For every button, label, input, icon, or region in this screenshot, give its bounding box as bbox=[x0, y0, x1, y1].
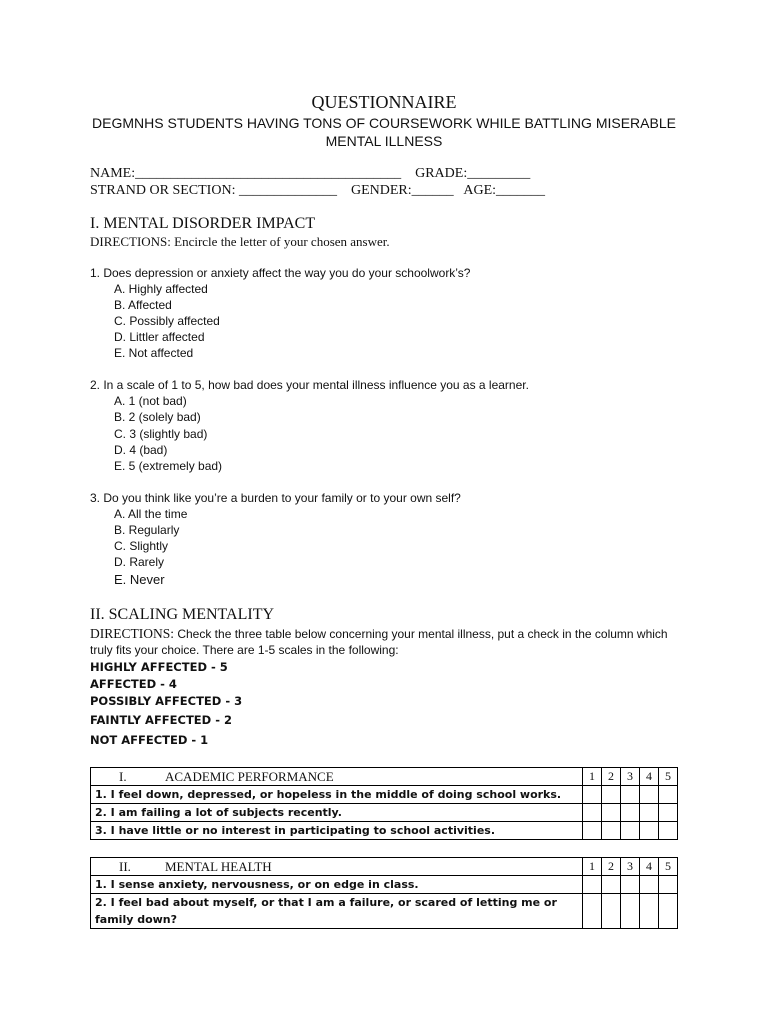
scale-highly-affected: HIGHLY AFFECTED - 5 bbox=[90, 660, 228, 674]
row-statement: 1. I sense anxiety, nervousness, or on edge in class. bbox=[91, 876, 583, 894]
check-cell[interactable] bbox=[621, 894, 640, 929]
check-cell[interactable] bbox=[583, 786, 602, 804]
scale-faintly-affected: FAINTLY AFFECTED - 2 bbox=[90, 713, 232, 727]
check-cell[interactable] bbox=[640, 822, 659, 840]
question-3: 3. Do you think like you’re a burden to your family or to your own self? bbox=[90, 491, 461, 505]
subtitle-line-2: MENTAL ILLNESS bbox=[325, 133, 443, 149]
question-1: 1. Does depression or anxiety affect the way you do your schoolwork’s? bbox=[90, 266, 471, 280]
q1-option-e: E. Not affected bbox=[114, 346, 194, 360]
q1-option-d: D. Littler affected bbox=[114, 330, 205, 344]
check-cell[interactable] bbox=[621, 822, 640, 840]
q2-option-a: A. 1 (not bad) bbox=[114, 394, 187, 408]
table-roman: II. bbox=[119, 858, 131, 874]
question-2: 2. In a scale of 1 to 5, how bad does your mental illness influence you as a learner. bbox=[90, 378, 529, 392]
q1-option-c: C. Possibly affected bbox=[114, 314, 220, 328]
directions-label: DIRECTIONS: bbox=[90, 626, 174, 641]
check-cell[interactable] bbox=[621, 804, 640, 822]
document-subtitle bbox=[80, 114, 688, 150]
check-cell[interactable] bbox=[602, 876, 621, 894]
scale-possibly-affected: POSSIBLY AFFECTED - 3 bbox=[90, 694, 243, 708]
row-statement: 2. I feel bad about myself, or that I am a failure, or scared of letting me or family down? bbox=[91, 894, 583, 929]
check-cell[interactable] bbox=[621, 876, 640, 894]
table-row bbox=[91, 894, 678, 929]
row-statement: 3. I have little or no interest in participating to school activities. bbox=[91, 822, 583, 840]
q2-option-e: E. 5 (extremely bad) bbox=[114, 459, 223, 473]
check-cell[interactable] bbox=[640, 876, 659, 894]
column-header-1: 1 bbox=[583, 768, 602, 786]
section-2-directions bbox=[90, 626, 680, 658]
subtitle-line-1: DEGMNHS STUDENTS HAVING TONS OF COURSEWORK WHILE BATTLING MISERABLE bbox=[92, 115, 676, 131]
check-cell[interactable] bbox=[583, 822, 602, 840]
q1-option-b: B. Affected bbox=[114, 298, 172, 312]
q3-option-a: A. All the time bbox=[114, 507, 188, 521]
check-cell[interactable] bbox=[640, 786, 659, 804]
check-cell[interactable] bbox=[640, 804, 659, 822]
document-title: QUESTIONNAIRE bbox=[311, 92, 457, 112]
table-title-cell bbox=[91, 768, 583, 786]
column-header-1: 1 bbox=[583, 858, 602, 876]
name-grade-line: NAME:______________________________________ GRADE:_________ bbox=[90, 166, 531, 181]
check-cell[interactable] bbox=[583, 894, 602, 929]
check-cell[interactable] bbox=[602, 822, 621, 840]
q3-option-d: D. Rarely bbox=[114, 555, 165, 569]
column-header-3: 3 bbox=[621, 858, 640, 876]
column-header-3: 3 bbox=[621, 768, 640, 786]
table-row bbox=[91, 804, 678, 822]
table-row bbox=[91, 876, 678, 894]
table-row bbox=[91, 822, 678, 840]
q3-option-b: B. Regularly bbox=[114, 523, 180, 537]
column-header-4: 4 bbox=[640, 858, 659, 876]
check-cell[interactable] bbox=[602, 894, 621, 929]
check-cell[interactable] bbox=[602, 786, 621, 804]
column-header-2: 2 bbox=[602, 768, 621, 786]
table-roman: I. bbox=[119, 768, 127, 784]
check-cell[interactable] bbox=[621, 786, 640, 804]
row-statement: 1. I feel down, depressed, or hopeless in the middle of doing school works. bbox=[91, 786, 583, 804]
scale-not-affected: NOT AFFECTED - 1 bbox=[90, 733, 209, 747]
check-cell[interactable] bbox=[659, 786, 678, 804]
q1-option-a: A. Highly affected bbox=[114, 282, 208, 296]
check-cell[interactable] bbox=[583, 876, 602, 894]
academic-performance-table bbox=[90, 767, 678, 840]
q2-option-b: B. 2 (solely bad) bbox=[114, 410, 201, 424]
check-cell[interactable] bbox=[602, 804, 621, 822]
section-2-heading: II. SCALING MENTALITY bbox=[90, 606, 275, 623]
table-title-cell bbox=[91, 858, 583, 876]
check-cell[interactable] bbox=[659, 822, 678, 840]
check-cell[interactable] bbox=[583, 804, 602, 822]
table-title: ACADEMIC PERFORMANCE bbox=[165, 768, 334, 784]
directions-text: Check the three table below concerning your mental illness, put a check in the column which truly fits your choice. There are 1-5 scales in the following: bbox=[90, 627, 668, 657]
check-cell[interactable] bbox=[640, 894, 659, 929]
column-header-2: 2 bbox=[602, 858, 621, 876]
scale-affected: AFFECTED - 4 bbox=[90, 677, 177, 691]
check-cell[interactable] bbox=[659, 894, 678, 929]
table-title: MENTAL HEALTH bbox=[165, 858, 272, 874]
mental-health-table bbox=[90, 857, 678, 929]
table-header-row bbox=[91, 768, 678, 786]
section-1-heading: I. MENTAL DISORDER IMPACT bbox=[90, 215, 316, 232]
q2-option-d: D. 4 (bad) bbox=[114, 443, 168, 457]
column-header-5: 5 bbox=[659, 768, 678, 786]
check-cell[interactable] bbox=[659, 804, 678, 822]
section-1-directions: DIRECTIONS: Encircle the letter of your chosen answer. bbox=[90, 234, 390, 249]
check-cell[interactable] bbox=[659, 876, 678, 894]
column-header-4: 4 bbox=[640, 768, 659, 786]
q2-option-c: C. 3 (slightly bad) bbox=[114, 427, 208, 441]
table-header-row bbox=[91, 858, 678, 876]
q3-option-e: E. Never bbox=[114, 572, 165, 587]
row-statement: 2. I am failing a lot of subjects recently. bbox=[91, 804, 583, 822]
table-row bbox=[91, 786, 678, 804]
q3-option-c: C. Slightly bbox=[114, 539, 169, 553]
column-header-5: 5 bbox=[659, 858, 678, 876]
strand-gender-age-line: STRAND OR SECTION: ______________ GENDER:______ AGE:_______ bbox=[90, 183, 546, 198]
